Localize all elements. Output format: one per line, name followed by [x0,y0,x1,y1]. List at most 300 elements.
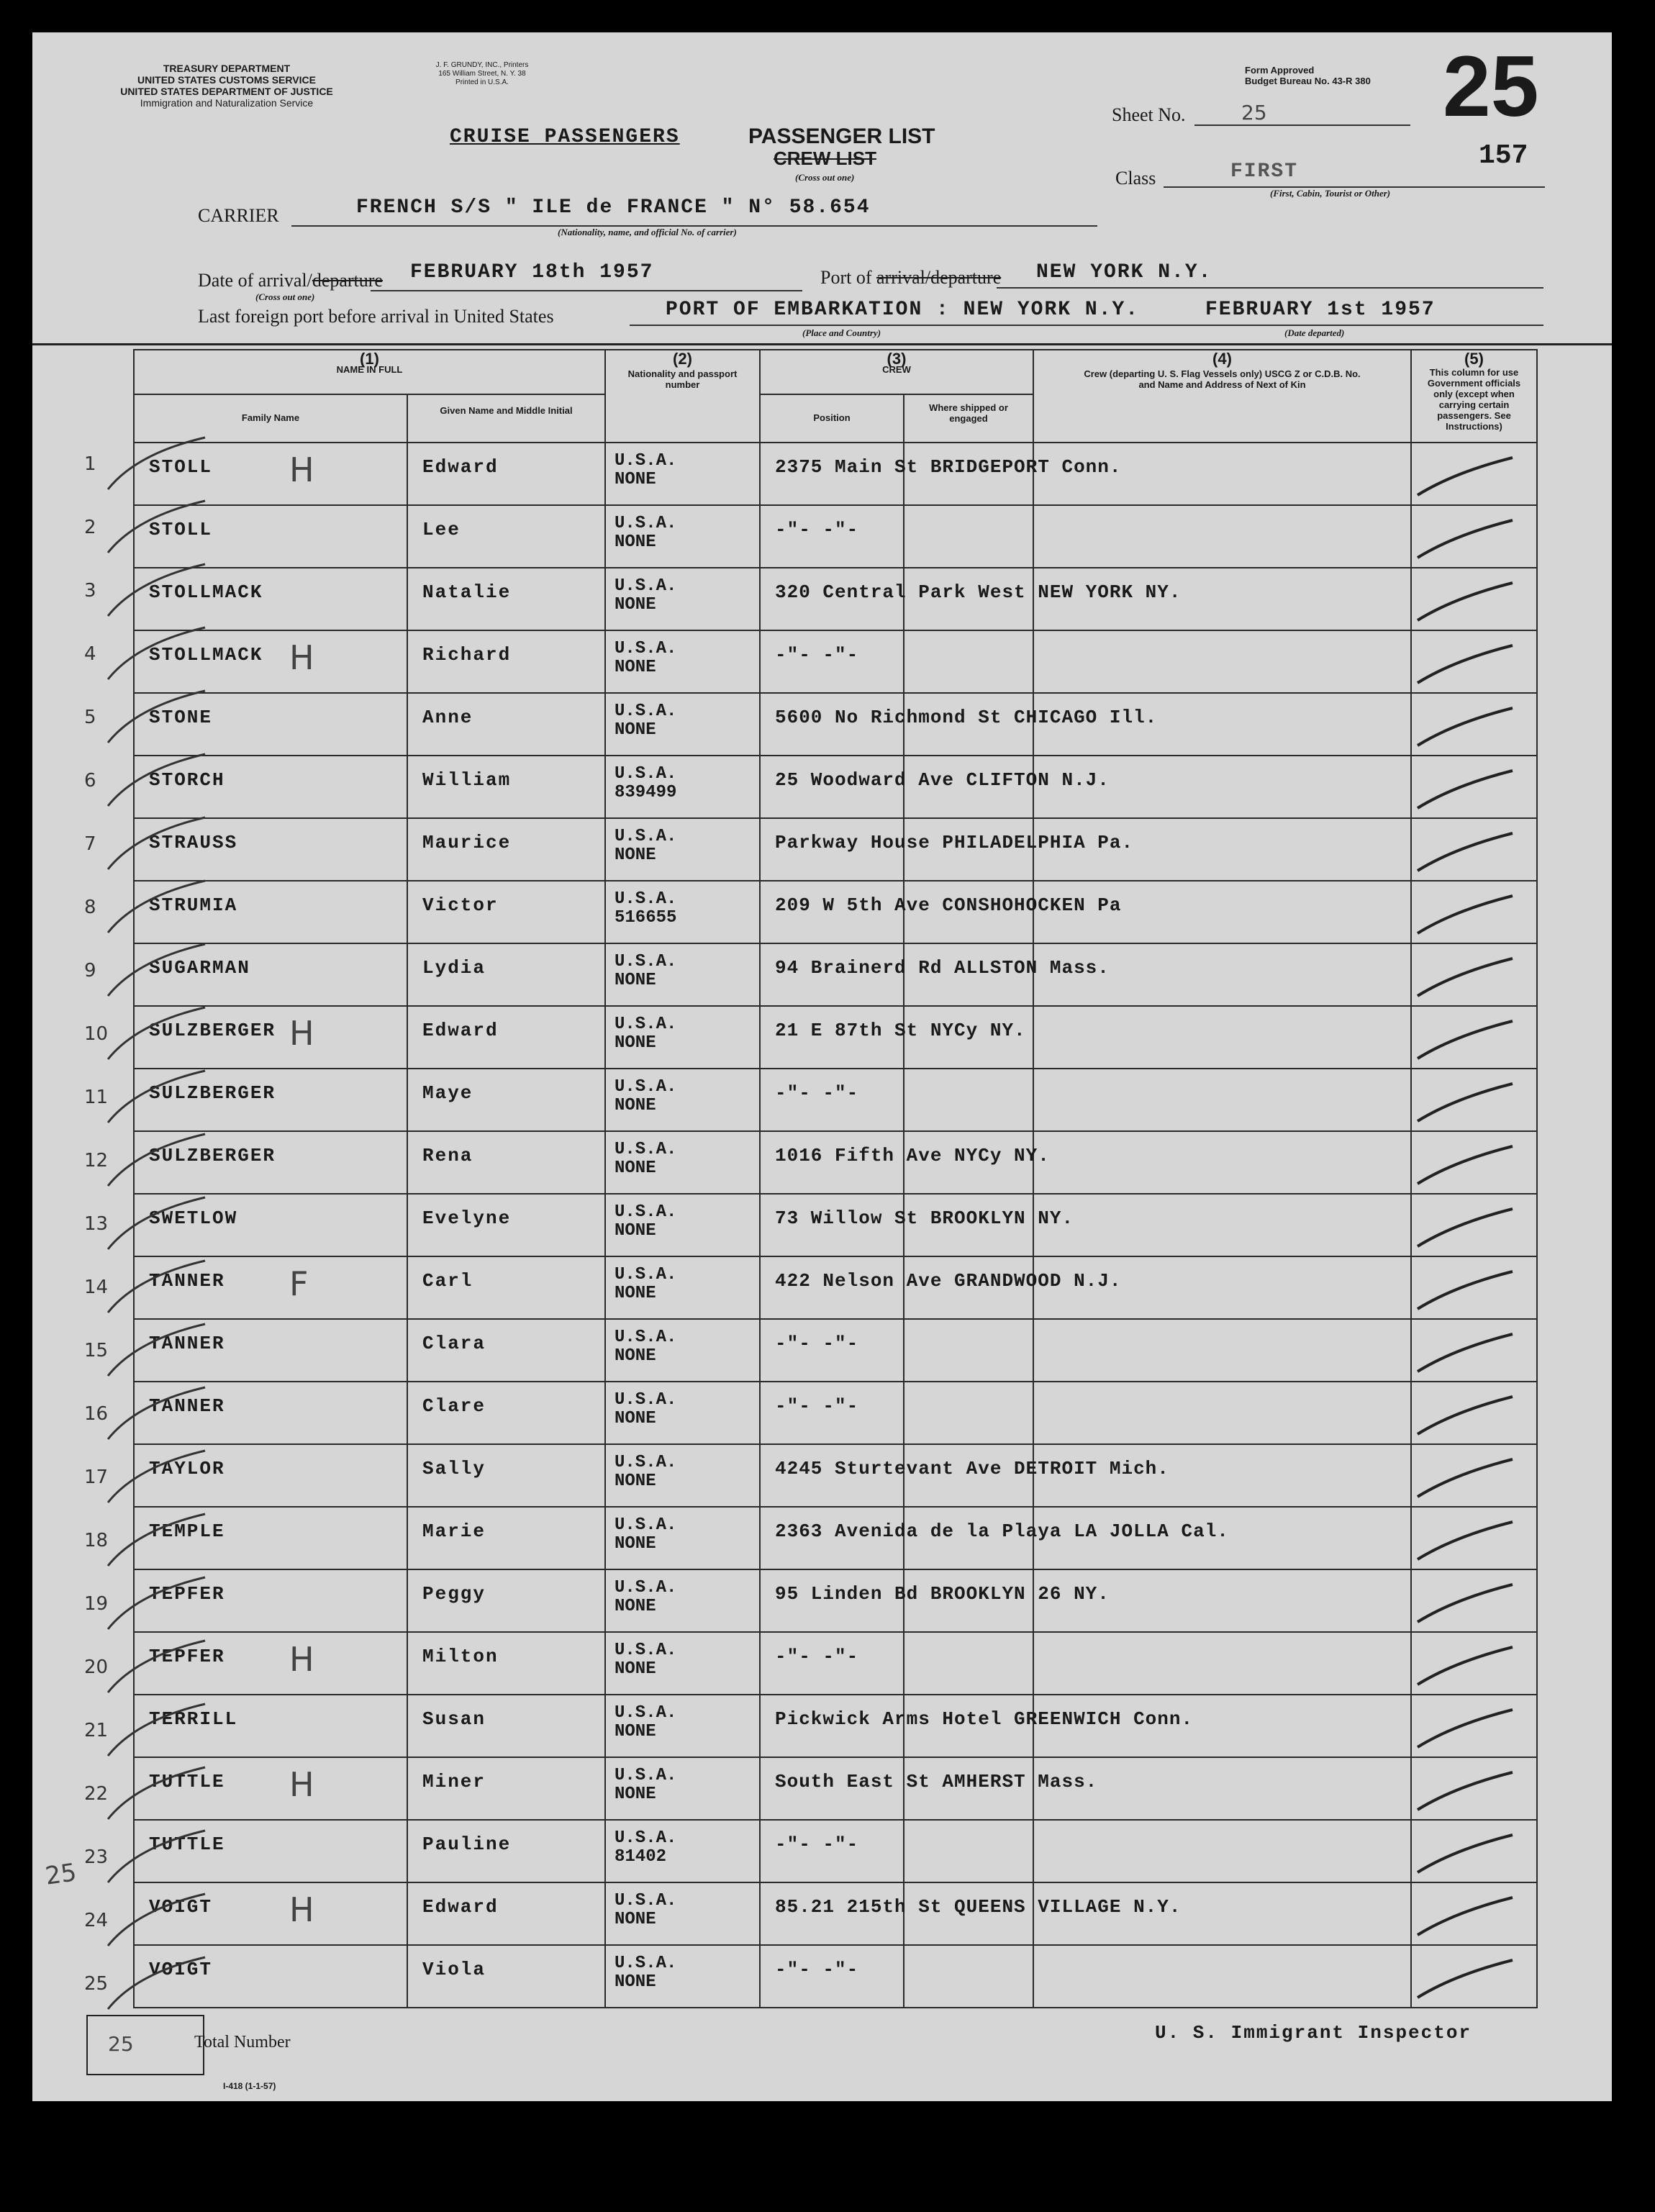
nationality-cell [605,568,760,630]
tick-mark-icon [101,1192,216,1256]
table-row [134,818,1537,881]
position-cell [760,505,904,568]
crew-info-cell [1033,630,1411,693]
header-row [134,350,1537,394]
address: -"- -"- [775,519,859,540]
given-name: Miner [422,1771,486,1792]
passport-number: NONE [615,1534,656,1554]
check-stroke-icon [1412,1883,1537,1944]
nationality: U.S.A. [615,1891,677,1910]
row-number: 16 [84,1403,109,1425]
address: 2375 Main St BRIDGEPORT Conn. [775,456,1122,478]
crew-info-cell [1033,1006,1411,1069]
cross-out-caption: (Cross out one) [795,172,855,183]
gov-use-cell [1411,693,1537,756]
address: -"- -"- [775,1395,859,1417]
given-cell [407,1945,605,2008]
tick-mark-icon [101,685,216,750]
nationality-cell [605,1444,760,1507]
nationality: U.S.A. [615,1015,677,1034]
printer-line: 165 William Street, N. Y. 38 [438,70,526,78]
port-underline [997,287,1543,289]
budget-bureau-text: Budget Bureau No. 43-R 380 [1245,76,1371,86]
family-name: STOLL [149,519,213,540]
family-name: TANNER [149,1395,225,1417]
tick-mark-icon [101,432,216,497]
gov-use-cell [1411,1882,1537,1945]
given-name: Edward [422,1020,499,1041]
passport-number: 81402 [615,1847,667,1867]
family-name: STONE [149,707,213,728]
col4-title: Crew (departing U. S. Flag Vessels only) USCG Z or C.D.B. No. and Name and Address of Next of Kin [1084,368,1361,390]
check-stroke-icon [1412,1695,1537,1757]
given-name: Natalie [422,581,512,603]
last-port-underline [630,325,1543,326]
nationality: U.S.A. [615,952,677,971]
family-name: VOIGT [149,1959,213,1980]
crew-info-cell [1033,1069,1411,1131]
nationality-cell [605,1507,760,1569]
address: -"- -"- [775,1959,859,1980]
passport-number: NONE [615,1597,656,1616]
date-departed-caption: (Date departed) [1284,327,1345,338]
passport-number: NONE [615,1159,656,1178]
date-cross-caption: (Cross out one) [255,291,315,302]
given-name: Lee [422,519,461,540]
nationality-cell [605,1882,760,1945]
table-row [134,630,1537,693]
row-number: 5 [84,707,96,728]
check-stroke-icon [1412,881,1537,943]
family-name: SULZBERGER [149,1082,276,1104]
nationality: U.S.A. [615,639,677,658]
family-name: STRAUSS [149,832,238,853]
nationality-cell [605,756,760,818]
passenger-list-sheet [32,32,1612,2101]
family-name: STOLL [149,456,213,478]
given-cell [407,568,605,630]
given-cell [407,1882,605,1945]
position-cell [760,1319,904,1382]
handwritten-mark: H [289,1640,314,1679]
gov-use-cell [1411,1256,1537,1319]
carrier-label: CARRIER [198,205,279,226]
given-name: Edward [422,1896,499,1918]
gov-use-cell [1411,1069,1537,1131]
tick-mark-icon [101,1952,216,2016]
handwritten-mark: H [289,450,314,489]
check-stroke-icon [1412,506,1537,567]
nationality-cell [605,1757,760,1820]
crew-list: CREW LIST [774,148,876,169]
nationality-cell [605,881,760,943]
position-cell [760,1507,1229,1569]
shipped-header: Where shipped or engaged [929,402,1008,424]
given-name: Pauline [422,1833,512,1855]
tick-mark-icon [101,875,216,940]
total-label: Total Number [194,2033,291,2052]
row-number: 24 [84,1910,109,1931]
given-cell [407,1382,605,1444]
nationality: U.S.A. [615,1828,677,1848]
row-number: 20 [84,1656,109,1678]
gov-use-cell [1411,630,1537,693]
date-label [198,270,383,291]
gov-use-cell [1411,1319,1537,1382]
tick-mark-icon [101,938,216,1003]
check-stroke-icon [1412,1758,1537,1819]
gov-use-cell [1411,1820,1537,1882]
given-cell [407,505,605,568]
shipped-cell [904,1945,1033,2008]
given-name: Maurice [422,832,512,853]
family-name: TUTTLE [149,1833,225,1855]
total-box [86,2015,204,2075]
row-number: 11 [84,1087,109,1108]
address: -"- -"- [775,1082,859,1104]
shipped-cell [904,1382,1033,1444]
family-name: VOIGT [149,1896,213,1918]
family-name: SULZBERGER [149,1145,276,1166]
position-cell [760,568,1182,630]
nationality-cell [605,505,760,568]
given-cell [407,1131,605,1194]
big-sheet-number: 25 [1443,38,1539,135]
gov-use-cell [1411,1695,1537,1757]
last-port-value: PORT OF EMBARKATION : NEW YORK N.Y. [666,299,1140,321]
handwritten-mark: F [289,1264,309,1303]
position-cell [760,1006,1026,1069]
given-cell [407,1695,605,1757]
family-name: STOLLMACK [149,644,263,666]
gov-use-cell [1411,1444,1537,1507]
check-stroke-icon [1412,944,1537,1005]
given-name: Susan [422,1708,486,1730]
crew-info-cell [1033,1945,1411,2008]
inspector-label: U. S. Immigrant Inspector [1155,2022,1472,2044]
table-row [134,1069,1537,1131]
passport-number: NONE [615,1409,656,1428]
check-stroke-icon [1412,694,1537,755]
nationality: U.S.A. [615,1328,677,1347]
given-name: Carl [422,1270,473,1292]
crew-info-cell [1033,1632,1411,1695]
family-name: TANNER [149,1270,225,1292]
table-row [134,1757,1537,1820]
address: 4245 Sturtevant Ave DETROIT Mich. [775,1458,1169,1479]
check-stroke-icon [1412,1257,1537,1318]
family-name: STOLLMACK [149,581,263,603]
list-title: PASSENGER LIST [748,124,935,148]
nationality: U.S.A. [615,576,677,596]
check-stroke-icon [1412,1007,1537,1068]
address: 21 E 87th St NYCy NY. [775,1020,1026,1041]
family-name: SULZBERGER [149,1020,276,1041]
tick-mark-icon [101,1318,216,1383]
table-row [134,1945,1537,2008]
nationality: U.S.A. [615,1578,677,1597]
nationality-cell [605,1632,760,1695]
position-cell [760,1569,1110,1632]
col5-title: This column for use Government officials only (except when carrying certain passengers. See Instructions) [1427,367,1521,432]
table-row [134,1507,1537,1569]
given-cell [407,756,605,818]
tick-mark-icon [101,1762,216,1826]
table-row [134,1006,1537,1069]
shipped-cell [904,1069,1033,1131]
family-name-header: Family Name [241,412,300,423]
tick-mark-icon [101,1255,216,1320]
class-caption: (First, Cabin, Tourist or Other) [1270,188,1391,199]
passport-number: NONE [615,1722,656,1741]
row-number: 23 [84,1846,109,1868]
crew-info-cell [1033,1319,1411,1382]
date-label-arrival: Date of arrival/ [198,270,312,291]
given-cell [407,943,605,1006]
given-name: William [422,769,512,791]
nationality-cell [605,1319,760,1382]
row-number: 4 [84,643,96,665]
address: 209 W 5th Ave CONSHOHOCKEN Pa [775,894,1122,916]
passport-number: 516655 [615,908,677,928]
printer-line: Printed in U.S.A. [455,78,509,86]
table-row [134,1444,1537,1507]
shipped-cell [904,1319,1033,1382]
tick-mark-icon [101,1508,216,1573]
gov-use-cell [1411,1507,1537,1569]
position-cell [760,1695,1194,1757]
passport-number: NONE [615,720,656,740]
address: -"- -"- [775,1333,859,1354]
total-value: 25 [108,2032,134,2056]
col5-number: (5) [1464,350,1484,368]
passport-number: NONE [615,1659,656,1679]
table-row [134,1569,1537,1632]
nationality: U.S.A. [615,1641,677,1660]
table-row [134,1695,1537,1757]
passport-number: NONE [615,470,656,489]
table-row [134,1382,1537,1444]
col1-number: (1) [360,350,379,368]
position-cell [760,1194,1074,1256]
tick-mark-icon [101,1065,216,1130]
sheet-underline [1194,124,1410,126]
check-stroke-icon [1412,1570,1537,1631]
nationality-cell [605,1695,760,1757]
nationality: U.S.A. [615,764,677,784]
given-cell [407,1069,605,1131]
port-label-cross: arrival/departure [876,267,1002,288]
tick-mark-icon [101,1888,216,1953]
table-row [134,1194,1537,1256]
family-name: SWETLOW [149,1207,238,1229]
crew-info-cell [1033,1382,1411,1444]
gov-use-cell [1411,568,1537,630]
printer-block [399,61,565,87]
nationality: U.S.A. [615,1265,677,1284]
nationality-cell [605,1194,760,1256]
family-name: TEPFER [149,1646,225,1667]
port-value: NEW YORK N.Y. [1036,261,1212,284]
row-number: 14 [84,1277,109,1298]
table-row [134,693,1537,756]
tick-mark-icon [101,1002,216,1066]
check-stroke-icon [1412,443,1537,504]
given-cell [407,1569,605,1632]
col3-number: (3) [887,350,907,368]
row-number: 15 [84,1340,109,1361]
given-name: Evelyne [422,1207,512,1229]
position-cell [760,693,1158,756]
position-cell [760,1131,1050,1194]
port-label [820,267,1001,289]
nationality: U.S.A. [615,1453,677,1472]
address: -"- -"- [775,644,859,666]
nationality-cell [605,1256,760,1319]
shipped-cell [904,630,1033,693]
passport-number: NONE [615,658,656,677]
passport-number: NONE [615,532,656,552]
passport-number: 839499 [615,783,677,802]
nationality-cell [605,630,760,693]
position-cell [760,1069,904,1131]
nationality: U.S.A. [615,1703,677,1723]
handwritten-mark: H [289,1014,314,1053]
check-stroke-icon [1412,1508,1537,1569]
given-name: Rena [422,1145,473,1166]
given-name-header: Given Name and Middle Initial [440,405,573,416]
passport-number: NONE [615,1785,656,1804]
given-name: Richard [422,644,512,666]
nationality: U.S.A. [615,702,677,721]
tick-mark-icon [101,1698,216,1763]
nationality-cell [605,1069,760,1131]
gov-use-cell [1411,1131,1537,1194]
given-cell [407,818,605,881]
passport-number: NONE [615,1972,656,1992]
nationality-cell [605,1382,760,1444]
row-number: 1 [84,453,96,475]
address: 1016 Fifth Ave NYCy NY. [775,1145,1050,1166]
given-cell [407,1194,605,1256]
col1-title: NAME IN FULL [336,364,403,375]
family-name: TAYLOR [149,1458,225,1479]
nationality: U.S.A. [615,1077,677,1097]
nationality: U.S.A. [615,1202,677,1222]
given-name: Viola [422,1959,486,1980]
crew-info-cell [1033,1820,1411,1882]
row-number: 3 [84,580,96,602]
nationality-cell [605,818,760,881]
shipped-cell [904,1632,1033,1695]
position-cell [760,818,1134,881]
carrier-caption: (Nationality, name, and official No. of carrier) [558,227,737,237]
nationality: U.S.A. [615,451,677,471]
row-number: 22 [84,1783,109,1805]
col2-title: Nationality and passport number [627,368,738,390]
table-row [134,1820,1537,1882]
row-number: 25 [84,1973,109,1995]
given-cell [407,1319,605,1382]
nationality-cell [605,1131,760,1194]
shipped-cell [904,505,1033,568]
check-stroke-icon [1412,1946,1537,2007]
passenger-rows [134,443,1537,2008]
given-name: Sally [422,1458,486,1479]
date-label-departure: departure [312,270,383,291]
agency-block [76,63,378,109]
check-stroke-icon [1412,1445,1537,1506]
table-row [134,1632,1537,1695]
family-name: TERRILL [149,1708,238,1730]
gov-use-cell [1411,1382,1537,1444]
tick-mark-icon [101,1445,216,1510]
given-cell [407,630,605,693]
date-underline [371,290,802,291]
table-row [134,1882,1537,1945]
form-approved-text: Form Approved [1245,65,1315,76]
gov-use-cell [1411,818,1537,881]
nationality: U.S.A. [615,1515,677,1535]
row-number: 17 [84,1467,109,1488]
check-stroke-icon [1412,1069,1537,1130]
class-label: Class [1115,168,1156,189]
position-cell [760,1945,904,2008]
given-name: Clara [422,1333,486,1354]
header-rule [32,343,1612,345]
tick-mark-icon [101,558,216,623]
passport-number: NONE [615,1910,656,1929]
tick-mark-icon [101,1635,216,1700]
date-departed-value: FEBRUARY 1st 1957 [1205,299,1436,321]
nationality-cell [605,1820,760,1882]
passport-number: NONE [615,846,656,865]
position-cell [760,881,1122,943]
passport-number: NONE [615,1096,656,1115]
col3-title: CREW [882,364,911,375]
tick-mark-icon [101,1382,216,1446]
family-name: TUTTLE [149,1771,225,1792]
table-row [134,568,1537,630]
row-number: 21 [84,1720,109,1741]
row-number: 2 [84,517,96,538]
nationality: U.S.A. [615,1954,677,1973]
gov-use-cell [1411,1006,1537,1069]
address: 25 Woodward Ave CLIFTON N.J. [775,769,1110,791]
sheet-label: Sheet No. [1112,104,1186,125]
gov-use-cell [1411,1194,1537,1256]
check-stroke-icon [1412,1195,1537,1256]
table-row [134,443,1537,505]
row-number: 19 [84,1593,109,1615]
passport-number: NONE [615,971,656,990]
nationality-cell [605,443,760,505]
address: 2363 Avenida de la Playa LA JOLLA Cal. [775,1520,1229,1542]
row-number: 18 [84,1530,109,1551]
check-stroke-icon [1412,1132,1537,1193]
margin-note: 25 [43,1858,78,1891]
gov-use-cell [1411,505,1537,568]
address: 85.21 215th St QUEENS VILLAGE N.Y. [775,1896,1182,1918]
address: 422 Nelson Ave GRANDWOOD N.J. [775,1270,1122,1292]
address: South East St AMHERST Mass. [775,1771,1098,1792]
tick-mark-icon [101,495,216,560]
address: Pickwick Arms Hotel GREENWICH Conn. [775,1708,1194,1730]
given-cell [407,1256,605,1319]
tick-mark-icon [101,812,216,876]
nationality-cell [605,1006,760,1069]
crew-info-cell [1033,1194,1411,1256]
